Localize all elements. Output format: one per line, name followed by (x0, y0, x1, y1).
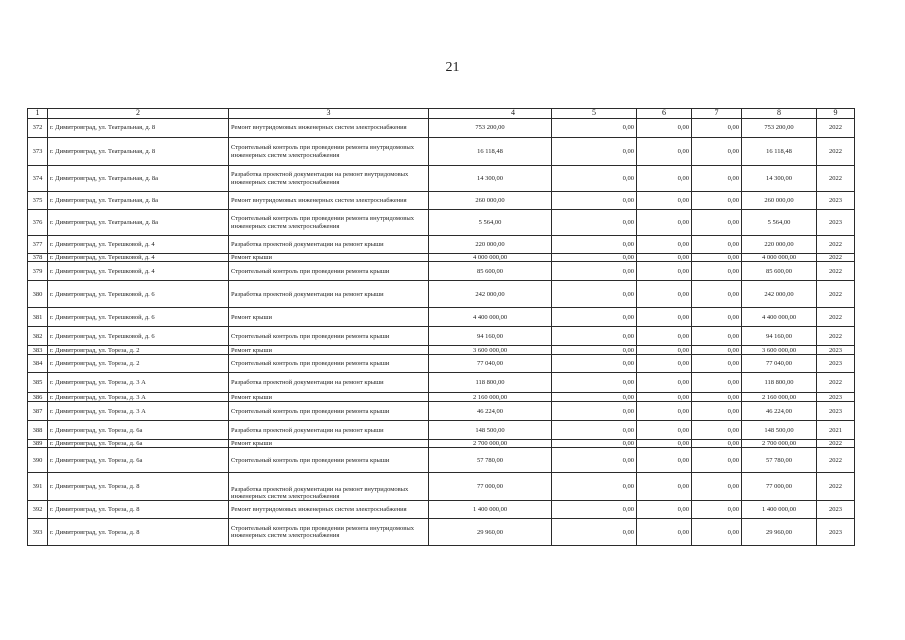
table-row (28, 308, 855, 327)
value-cell: 0,00 (552, 138, 637, 166)
address-cell: г. Димитровград, ул. Тореза, д. 6а (48, 421, 229, 440)
value-cell: 0,00 (692, 138, 742, 166)
value-cell: 0,00 (692, 393, 742, 402)
year-cell: 2023 (817, 346, 855, 355)
table-row (28, 138, 855, 166)
year-cell: 2022 (817, 262, 855, 281)
total-cell: 148 500,00 (742, 421, 817, 440)
value-cell: 0,00 (552, 440, 637, 448)
address-cell: г. Димитровград, ул. Театральная, д. 8 (48, 138, 229, 166)
year-cell: 2022 (817, 327, 855, 346)
address-cell: г. Димитровград, ул. Тореза, д. 6а (48, 440, 229, 448)
work-type-cell: Строительный контроль при проведении ремонта внутридомовых инженерных систем электроснабжения (229, 210, 429, 236)
total-cell: 4 400 000,00 (742, 308, 817, 327)
table-row (28, 393, 855, 402)
table-row (28, 119, 855, 138)
value-cell: 0,00 (552, 192, 637, 210)
amount-cell: 5 564,00 (429, 210, 552, 236)
value-cell: 0,00 (692, 448, 742, 473)
address-cell: г. Димитровград, ул. Театральная, д. 8а (48, 192, 229, 210)
total-cell: 77 000,00 (742, 473, 817, 501)
value-cell: 0,00 (637, 393, 692, 402)
value-cell: 0,00 (552, 236, 637, 254)
year-cell: 2023 (817, 210, 855, 236)
row-number: 382 (28, 327, 48, 346)
work-type-cell: Ремонт внутридомовых инженерных систем электроснабжения (229, 192, 429, 210)
work-type-cell: Строительный контроль при проведении ремонта крыши (229, 448, 429, 473)
work-type-cell: Разработка проектной документации на ремонт крыши (229, 281, 429, 308)
address-cell: г. Димитровград, ул. Тореза, д. 3 А (48, 373, 229, 393)
value-cell: 0,00 (637, 473, 692, 501)
value-cell: 0,00 (637, 262, 692, 281)
row-number: 373 (28, 138, 48, 166)
year-cell: 2022 (817, 236, 855, 254)
value-cell: 0,00 (552, 373, 637, 393)
table-row (28, 519, 855, 546)
table-row (28, 440, 855, 448)
amount-cell: 260 000,00 (429, 192, 552, 210)
table-row (28, 421, 855, 440)
row-number: 390 (28, 448, 48, 473)
value-cell: 0,00 (552, 355, 637, 373)
value-cell: 0,00 (692, 119, 742, 138)
row-number: 383 (28, 346, 48, 355)
column-header: 1 (28, 109, 48, 119)
amount-cell: 16 118,48 (429, 138, 552, 166)
work-type-cell: Разработка проектной документации на ремонт крыши (229, 421, 429, 440)
value-cell: 0,00 (692, 373, 742, 393)
value-cell: 0,00 (552, 281, 637, 308)
value-cell: 0,00 (692, 327, 742, 346)
value-cell: 0,00 (637, 138, 692, 166)
amount-cell: 3 600 000,00 (429, 346, 552, 355)
value-cell: 0,00 (637, 119, 692, 138)
value-cell: 0,00 (552, 119, 637, 138)
row-number: 385 (28, 373, 48, 393)
year-cell: 2022 (817, 373, 855, 393)
row-number: 388 (28, 421, 48, 440)
value-cell: 0,00 (637, 327, 692, 346)
column-header: 2 (48, 109, 229, 119)
year-cell: 2022 (817, 308, 855, 327)
value-cell: 0,00 (552, 421, 637, 440)
work-type-cell: Строительный контроль при проведении ремонта крыши (229, 327, 429, 346)
amount-cell: 220 000,00 (429, 236, 552, 254)
address-cell: г. Димитровград, ул. Терешковой, д. 4 (48, 262, 229, 281)
work-type-cell: Ремонт внутридомовых инженерных систем электроснабжения (229, 119, 429, 138)
address-cell: г. Димитровград, ул. Тореза, д. 2 (48, 346, 229, 355)
total-cell: 85 600,00 (742, 262, 817, 281)
year-cell: 2022 (817, 119, 855, 138)
table-row (28, 373, 855, 393)
table-row (28, 448, 855, 473)
table-row (28, 210, 855, 236)
value-cell: 0,00 (692, 473, 742, 501)
value-cell: 0,00 (692, 262, 742, 281)
total-cell: 118 800,00 (742, 373, 817, 393)
address-cell: г. Димитровград, ул. Тореза, д. 3 А (48, 393, 229, 402)
value-cell: 0,00 (692, 519, 742, 546)
total-cell: 753 200,00 (742, 119, 817, 138)
table-row (28, 192, 855, 210)
column-header: 6 (637, 109, 692, 119)
column-header: 9 (817, 109, 855, 119)
row-number: 386 (28, 393, 48, 402)
table-row (28, 355, 855, 373)
address-cell: г. Димитровград, ул. Театральная, д. 8а (48, 210, 229, 236)
row-number: 391 (28, 473, 48, 501)
work-type-cell: Строительный контроль при проведении ремонта внутридомовых инженерных систем электроснабжения (229, 138, 429, 166)
year-cell: 2023 (817, 519, 855, 546)
value-cell: 0,00 (637, 402, 692, 421)
column-header: 5 (552, 109, 637, 119)
total-cell: 46 224,00 (742, 402, 817, 421)
value-cell: 0,00 (552, 473, 637, 501)
value-cell: 0,00 (552, 346, 637, 355)
year-cell: 2023 (817, 501, 855, 519)
total-cell: 3 600 000,00 (742, 346, 817, 355)
amount-cell: 77 040,00 (429, 355, 552, 373)
value-cell: 0,00 (637, 421, 692, 440)
row-number: 387 (28, 402, 48, 421)
value-cell: 0,00 (637, 166, 692, 192)
row-number: 375 (28, 192, 48, 210)
page-number: 21 (445, 60, 460, 75)
work-type-cell: Разработка проектной документации на ремонт внутридомовых инженерных систем электроснабжения (229, 166, 429, 192)
value-cell: 0,00 (552, 308, 637, 327)
amount-cell: 753 200,00 (429, 119, 552, 138)
amount-cell: 29 960,00 (429, 519, 552, 546)
value-cell: 0,00 (552, 210, 637, 236)
work-type-cell: Разработка проектной документации на ремонт крыши (229, 373, 429, 393)
value-cell: 0,00 (692, 210, 742, 236)
row-number: 381 (28, 308, 48, 327)
value-cell: 0,00 (552, 166, 637, 192)
value-cell: 0,00 (692, 308, 742, 327)
table-body (28, 119, 855, 546)
value-cell: 0,00 (692, 501, 742, 519)
value-cell: 0,00 (552, 262, 637, 281)
year-cell: 2022 (817, 448, 855, 473)
row-number: 372 (28, 119, 48, 138)
amount-cell: 118 800,00 (429, 373, 552, 393)
table-row (28, 402, 855, 421)
row-number: 392 (28, 501, 48, 519)
work-type-cell: Ремонт крыши (229, 254, 429, 262)
table-row (28, 473, 855, 501)
column-header: 4 (429, 109, 552, 119)
amount-cell: 14 300,00 (429, 166, 552, 192)
value-cell: 0,00 (552, 402, 637, 421)
work-type-cell: Строительный контроль при проведении ремонта крыши (229, 402, 429, 421)
value-cell: 0,00 (692, 355, 742, 373)
work-type-cell: Ремонт крыши (229, 308, 429, 327)
column-header: 3 (229, 109, 429, 119)
row-number: 384 (28, 355, 48, 373)
work-type-cell: Разработка проектной документации на ремонт внутридомовых инженерных систем электроснабжения (229, 473, 429, 501)
total-cell: 242 000,00 (742, 281, 817, 308)
total-cell: 57 780,00 (742, 448, 817, 473)
row-number: 378 (28, 254, 48, 262)
table-row (28, 236, 855, 254)
work-type-cell: Ремонт внутридомовых инженерных систем электроснабжения (229, 501, 429, 519)
work-type-cell: Разработка проектной документации на ремонт крыши (229, 236, 429, 254)
work-type-cell: Строительный контроль при проведении ремонта внутридомовых инженерных систем электроснабжения (229, 519, 429, 546)
address-cell: г. Димитровград, ул. Театральная, д. 8а (48, 166, 229, 192)
value-cell: 0,00 (552, 327, 637, 346)
total-cell: 29 960,00 (742, 519, 817, 546)
row-number: 393 (28, 519, 48, 546)
amount-cell: 242 000,00 (429, 281, 552, 308)
address-cell: г. Димитровград, ул. Тореза, д. 8 (48, 501, 229, 519)
total-cell: 77 040,00 (742, 355, 817, 373)
table-row (28, 281, 855, 308)
address-cell: г. Димитровград, ул. Терешковой, д. 4 (48, 236, 229, 254)
address-cell: г. Димитровград, ул. Терешковой, д. 6 (48, 327, 229, 346)
row-number: 389 (28, 440, 48, 448)
year-cell: 2022 (817, 473, 855, 501)
amount-cell: 4 000 000,00 (429, 254, 552, 262)
address-cell: г. Димитровград, ул. Тореза, д. 6а (48, 448, 229, 473)
works-register-table (27, 108, 855, 546)
value-cell: 0,00 (692, 166, 742, 192)
total-cell: 1 400 000,00 (742, 501, 817, 519)
table-row (28, 327, 855, 346)
year-cell: 2022 (817, 281, 855, 308)
value-cell: 0,00 (637, 346, 692, 355)
address-cell: г. Димитровград, ул. Тореза, д. 8 (48, 519, 229, 546)
value-cell: 0,00 (637, 440, 692, 448)
year-cell: 2022 (817, 166, 855, 192)
total-cell: 4 000 000,00 (742, 254, 817, 262)
year-cell: 2022 (817, 440, 855, 448)
value-cell: 0,00 (692, 402, 742, 421)
column-header: 7 (692, 109, 742, 119)
amount-cell: 57 780,00 (429, 448, 552, 473)
value-cell: 0,00 (552, 393, 637, 402)
table-row (28, 166, 855, 192)
address-cell: г. Димитровград, ул. Тореза, д. 2 (48, 355, 229, 373)
amount-cell: 4 400 000,00 (429, 308, 552, 327)
row-number: 374 (28, 166, 48, 192)
value-cell: 0,00 (637, 254, 692, 262)
year-cell: 2023 (817, 393, 855, 402)
value-cell: 0,00 (692, 421, 742, 440)
value-cell: 0,00 (552, 501, 637, 519)
amount-cell: 77 000,00 (429, 473, 552, 501)
table-row (28, 346, 855, 355)
row-number: 380 (28, 281, 48, 308)
address-cell: г. Димитровград, ул. Терешковой, д. 6 (48, 281, 229, 308)
value-cell: 0,00 (637, 373, 692, 393)
value-cell: 0,00 (692, 346, 742, 355)
address-cell: г. Димитровград, ул. Театральная, д. 8 (48, 119, 229, 138)
amount-cell: 1 400 000,00 (429, 501, 552, 519)
year-cell: 2021 (817, 421, 855, 440)
total-cell: 5 564,00 (742, 210, 817, 236)
value-cell: 0,00 (637, 448, 692, 473)
value-cell: 0,00 (552, 519, 637, 546)
work-type-cell: Ремонт крыши (229, 346, 429, 355)
value-cell: 0,00 (552, 448, 637, 473)
amount-cell: 46 224,00 (429, 402, 552, 421)
amount-cell: 85 600,00 (429, 262, 552, 281)
row-number: 379 (28, 262, 48, 281)
work-type-cell: Строительный контроль при проведении ремонта крыши (229, 355, 429, 373)
value-cell: 0,00 (637, 308, 692, 327)
amount-cell: 94 160,00 (429, 327, 552, 346)
year-cell: 2023 (817, 355, 855, 373)
value-cell: 0,00 (637, 236, 692, 254)
address-cell: г. Димитровград, ул. Тореза, д. 3 А (48, 402, 229, 421)
work-type-cell: Ремонт крыши (229, 393, 429, 402)
year-cell: 2022 (817, 254, 855, 262)
value-cell: 0,00 (692, 236, 742, 254)
total-cell: 94 160,00 (742, 327, 817, 346)
work-type-cell: Строительный контроль при проведении ремонта крыши (229, 262, 429, 281)
total-cell: 220 000,00 (742, 236, 817, 254)
table-row (28, 501, 855, 519)
value-cell: 0,00 (637, 281, 692, 308)
total-cell: 2 160 000,00 (742, 393, 817, 402)
year-cell: 2022 (817, 138, 855, 166)
work-type-cell: Ремонт крыши (229, 440, 429, 448)
value-cell: 0,00 (692, 192, 742, 210)
address-cell: г. Димитровград, ул. Терешковой, д. 6 (48, 308, 229, 327)
value-cell: 0,00 (637, 192, 692, 210)
year-cell: 2023 (817, 402, 855, 421)
value-cell: 0,00 (692, 440, 742, 448)
value-cell: 0,00 (637, 355, 692, 373)
total-cell: 2 700 000,00 (742, 440, 817, 448)
amount-cell: 148 500,00 (429, 421, 552, 440)
column-header: 8 (742, 109, 817, 119)
total-cell: 16 118,48 (742, 138, 817, 166)
row-number: 377 (28, 236, 48, 254)
table-row (28, 254, 855, 262)
address-cell: г. Димитровград, ул. Тореза, д. 8 (48, 473, 229, 501)
amount-cell: 2 700 000,00 (429, 440, 552, 448)
row-number: 376 (28, 210, 48, 236)
value-cell: 0,00 (692, 254, 742, 262)
table-row (28, 262, 855, 281)
address-cell: г. Димитровград, ул. Терешковой, д. 4 (48, 254, 229, 262)
total-cell: 14 300,00 (742, 166, 817, 192)
amount-cell: 2 160 000,00 (429, 393, 552, 402)
value-cell: 0,00 (637, 519, 692, 546)
value-cell: 0,00 (552, 254, 637, 262)
value-cell: 0,00 (637, 501, 692, 519)
total-cell: 260 000,00 (742, 192, 817, 210)
year-cell: 2023 (817, 192, 855, 210)
header-row (28, 109, 855, 119)
value-cell: 0,00 (692, 281, 742, 308)
value-cell: 0,00 (637, 210, 692, 236)
